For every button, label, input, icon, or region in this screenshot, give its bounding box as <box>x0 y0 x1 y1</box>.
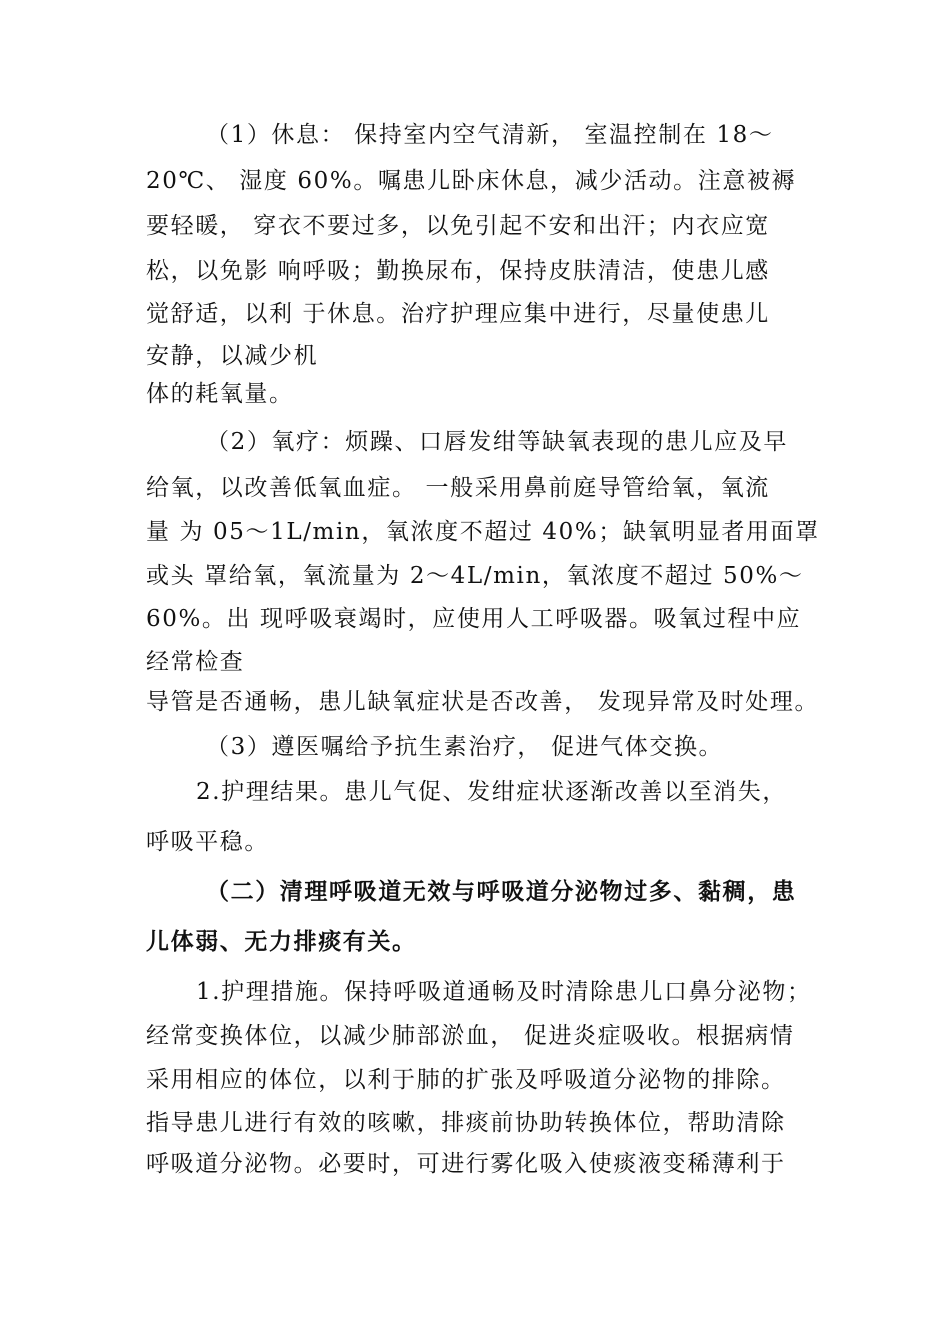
text-line: 采用相应的体位，以利于肺的扩张及呼吸道分泌物的排除。 <box>146 1067 786 1093</box>
text-line: 或头 罩给氧，氧流量为 2～4L/min，氧浓度不超过 50%～ <box>146 563 804 589</box>
text-line: 要轻暖， 穿衣不要过多，以免引起不安和出汗；内衣应宽 <box>146 213 770 239</box>
text-line: 20℃、 湿度 60%。嘱患儿卧床休息，减少活动。注意被褥 <box>146 168 797 194</box>
text-line: 觉舒适，以利 于休息。治疗护理应集中进行，尽量使患儿 <box>146 301 770 327</box>
text-line: 呼吸平稳。 <box>146 829 269 855</box>
text-line: 1.护理措施。保持呼吸道通畅及时清除患儿口鼻分泌物； <box>196 979 812 1005</box>
text-line: 安静，以减少机 <box>146 343 319 369</box>
text-line: 松，以免影 响呼吸；勤换尿布，保持皮肤清洁，使患儿感 <box>146 258 770 284</box>
text-line: 给氧，以改善低氧血症。 一般采用鼻前庭导管给氧，氧流 <box>146 475 770 501</box>
text-line: 经常检查 <box>146 649 245 675</box>
text-line: 量 为 05～1L/min，氧浓度不超过 40%；缺氧明显者用面罩 <box>146 519 820 545</box>
text-line: （3）遵医嘱给予抗生素治疗， 促进气体交换。 <box>206 734 724 760</box>
section-heading: （二）清理呼吸道无效与呼吸道分泌物过多、黏稠，患 <box>206 878 797 905</box>
text-line: （2）氧疗：烦躁、口唇发绀等缺氧表现的患儿应及早 <box>206 429 789 455</box>
text-line: 导管是否通畅，患儿缺氧症状是否改善， 发现异常及时处理。 <box>146 689 820 715</box>
text-line: 60%。出 现呼吸衰竭时，应使用人工呼吸器。吸氧过程中应 <box>146 606 802 632</box>
section-heading: 儿体弱、无力排痰有关。 <box>146 928 417 955</box>
text-line: 指导患儿进行有效的咳嗽，排痰前协助转换体位，帮助清除 <box>146 1110 786 1136</box>
text-line: （1）休息： 保持室内空气清新， 室温控制在 18～ <box>206 122 774 148</box>
text-line: 体的耗氧量。 <box>146 381 294 407</box>
text-line: 2.护理结果。患儿气促、发绀症状逐渐改善以至消失， <box>196 779 787 805</box>
text-line: 呼吸道分泌物。必要时，可进行雾化吸入使痰液变稀薄利于 <box>146 1151 786 1177</box>
text-line: 经常变换体位，以减少肺部淤血， 促进炎症吸收。根据病情 <box>146 1023 795 1049</box>
